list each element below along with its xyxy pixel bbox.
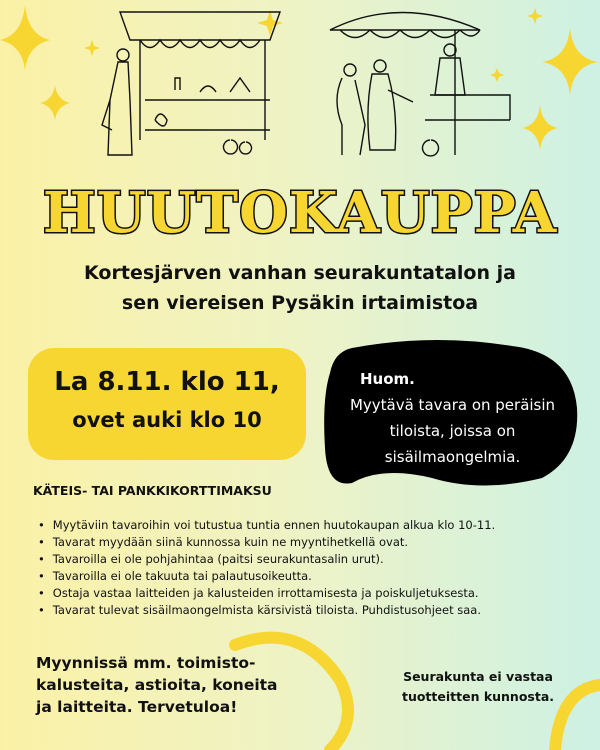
disclaimer: Seurakunta ei vastaa tuotteitten kunnosta. xyxy=(401,669,555,704)
list-item: • Tavaroilla ei ole takuuta tai palautusoikeutta. xyxy=(38,568,598,585)
rules-list xyxy=(38,517,598,619)
market-stall-illustration xyxy=(80,0,520,165)
subtitle-line-2: sen viereisen Pysäkin irtaimistoa xyxy=(121,292,479,314)
note xyxy=(340,366,565,470)
subtitle-line-1: Kortesjärven vanhan seurakuntatalon ja xyxy=(84,262,516,284)
subtitle xyxy=(0,258,600,318)
date-box xyxy=(28,348,306,460)
list-item: • Tavarat tulevat sisäilmaongelmista kärsivistä tiloista. Puhdistusohjeet saa. xyxy=(38,602,598,619)
list-item: • Myytäviin tavaroihin voi tutustua tuntia ennen huutokaupan alkua klo 10-11. xyxy=(38,517,598,534)
payment-info: KÄTEIS- TAI PANKKIKORTTIMAKSU xyxy=(33,483,272,498)
date-line-1: La 8.11. klo 11, xyxy=(54,367,280,397)
list-item: • Ostaja vastaa laitteiden ja kalusteiden irrottamisesta ja poiskuljetuksesta. xyxy=(38,585,598,602)
note-text: Myytävä tavara on peräisin tiloista, joissa on sisäilmaongelmia. xyxy=(349,396,556,466)
page-title: HUUTOKAUPPA xyxy=(42,180,558,246)
note-heading: Huom. xyxy=(360,370,415,388)
items-for-sale: Myynnissä mm. toimisto-kalusteita, astioita, koneita ja laitteita. Tervetuloa! xyxy=(36,654,278,716)
list-item: • Tavarat myydään siinä kunnossa kuin ne myyntihetkellä ovat. xyxy=(38,534,598,551)
date-line-2: ovet auki klo 10 xyxy=(72,408,262,432)
list-item: • Tavaroilla ei ole pohjahintaa (paitsi seurakuntasalin urut). xyxy=(38,551,598,568)
